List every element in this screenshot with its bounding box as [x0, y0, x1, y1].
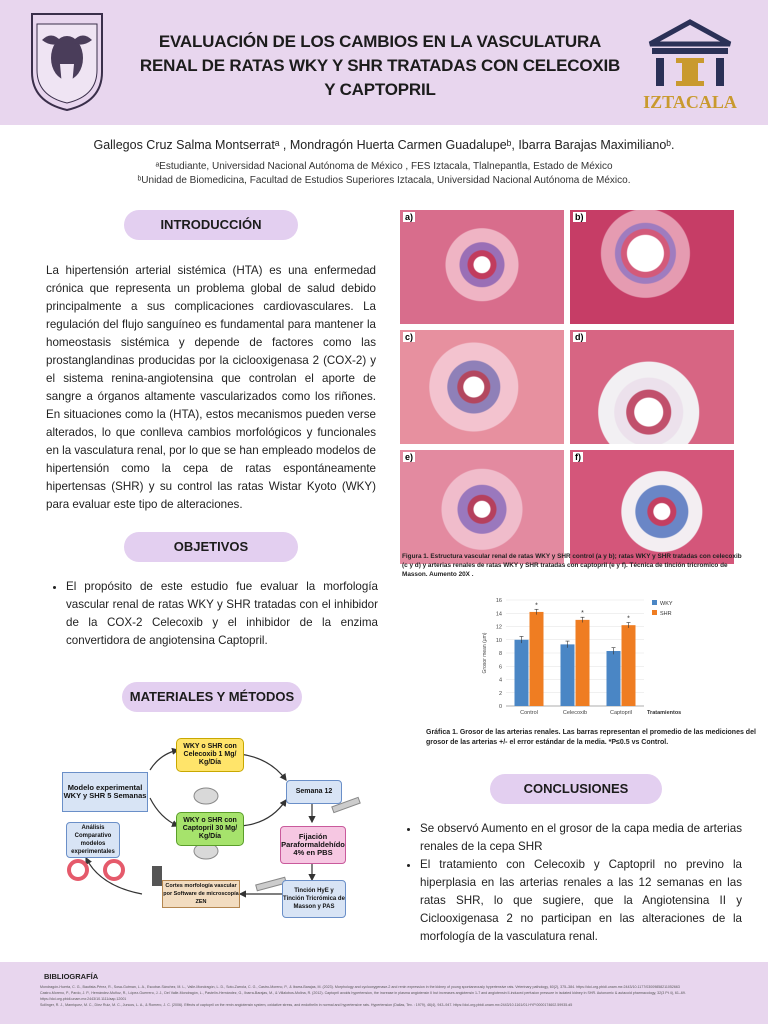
reference-item: Castro-Moreno, P., Pardo, J. P., Hernández-Muñoz, R., López-Guerrero, J. J., Del Valle-Mondragón, L., Pastelín-Hernández, G., Ibarra-Barajas, M., & Villalobos-Molina, R. (2012). Captopril avoids hypertension, the increase in plasma angiotensin II but increases angiotensin 1-7 and angiotensin II-induced perfusion pressure in isolated kidney in SHR. Autonomic & autacoid pharmacology, 32(3 Pt 4), 61–69. https://doi.org.pbidi.unam.mx:2443/10.1111/aap.12001 — [40, 991, 686, 1001]
figure1-caption: Figura 1. Estructura vascular renal de ratas WKY y SHR control (a y b); ratas WKY y SHR tratadas con celecoxib (c y d) y arterias renales de ratas WKY y SHR tratadas con captopril (e y f). Técnica de tinción tricromico de Masson. Aumento 20X . — [402, 553, 742, 578]
node-week12: Semana 12 — [286, 780, 342, 804]
affiliation-a: ᵃEstudiante, Universidad Nacional Autónoma de México , FES Iztacala, Tlalnepantla, Estado de México — [155, 161, 613, 172]
histology-panel-e — [400, 450, 564, 564]
node-fixation: Fijación Paraformaldehído 4% en PBS — [280, 826, 346, 864]
tissue-ring-icon — [105, 861, 123, 879]
panel-label-a: a) — [405, 212, 414, 222]
unam-seal-logo — [22, 10, 112, 114]
node-captopril: WKY o SHR con Captopril 30 Mg/ Kg/Día — [176, 812, 244, 846]
legend-swatch-wky — [652, 600, 657, 605]
bar-shr — [576, 620, 590, 706]
histology-panel-f — [570, 450, 734, 564]
bibliography-list — [40, 984, 740, 1008]
title-line-1: EVALUACIÓN DE LOS CAMBIOS EN LA VASCULATURA — [158, 32, 602, 51]
poster-title — [130, 30, 630, 102]
objectives-heading: OBJETIVOS — [124, 532, 298, 562]
histology-panel-c — [400, 330, 564, 444]
x-axis-label: Tratamientos — [647, 710, 682, 716]
legend-label-wky: WKY — [660, 601, 673, 607]
bar-wky — [561, 644, 575, 706]
y-tick-label: 16 — [495, 598, 502, 604]
legend-label-shr: SHR — [660, 611, 672, 617]
bar-wky — [515, 640, 529, 706]
y-tick-label: 12 — [495, 624, 502, 631]
node-celecoxib: WKY o SHR con Celecoxib 1 Mg/ Kg/Día — [176, 738, 244, 772]
bar-wky — [607, 651, 621, 706]
panel-label-c: c) — [405, 332, 414, 342]
bibliography-heading: BIBLIOGRAFÍA — [44, 972, 99, 981]
panel-label-d: d) — [575, 332, 584, 342]
conclusion-item: • Se observó Aumento en el grosor de la capa media de arterias renales de la cepa SHR — [420, 820, 742, 856]
affiliations — [0, 160, 768, 188]
panel-label-e: e) — [405, 452, 414, 462]
bar-shr — [530, 612, 544, 706]
rat-icon — [194, 788, 218, 804]
methods-heading: MATERIALES Y MÉTODOS — [122, 682, 302, 712]
microscope-icon — [152, 866, 162, 886]
significance-star: * — [627, 615, 630, 623]
conclusions-list — [406, 820, 742, 946]
histology-panel-b — [570, 210, 734, 324]
y-tick-label: 14 — [495, 611, 502, 618]
bar-shr — [622, 625, 636, 706]
affiliation-b: ᵇUnidad de Biomedicina, Facultad de Estudios Superiores Iztacala, Universidad Nacional Autónoma de México. — [137, 175, 631, 186]
y-axis-label: Grosor mean (µm) — [482, 632, 488, 674]
y-tick-label: 6 — [498, 664, 502, 671]
objective-item: • El propósito de este estudio fue evaluar la morfología vascular renal de ratas WKY y SHR tratadas con el inhibidor de la COX-2 Celecoxib y el inhibidor de la enzima convertidora de angiotensina Captopril. — [66, 578, 378, 650]
x-tick-label: Captopril — [609, 710, 633, 716]
reference-item: Sollinger, R. J., Manriquez, M. C., Díez Ruiz, M. C., Juncos, L. A., & Romero, J. C. (2006). Effects of captopril on the renin angiotensin system, oxidative stress, and endothelin in normal and hypertensive rats. Hypertension (Dallas, Tex. : 1979), 46(4), 943–947. https://doi-org.pbidi.unam.mx:2443/10.1161/01.HYP.0000174602.59935.d5 — [40, 1003, 573, 1007]
title-line-3: Y CAPTOPRIL — [324, 80, 436, 99]
panel-label-b: b) — [575, 212, 584, 222]
y-tick-label: 2 — [498, 690, 502, 697]
legend-swatch-shr — [652, 610, 657, 615]
conclusion-item: • El tratamiento con Celecoxib y Captopril no previno la hiperplasia en las arterias renales a las 12 semanas en las ratas SHR, lo que sugiere, que la Angiotensina II y Ciclooxigenasa 2 no participan en las alteraciones de la morfología de la vasculatura renal. — [420, 856, 742, 946]
panel-label-f: f) — [575, 452, 581, 462]
x-tick-label: Celecoxib — [562, 710, 588, 716]
thickness-bar-chart — [476, 592, 704, 724]
tissue-ring-icon — [69, 861, 87, 879]
reference-item: Mondragón-Huerta, C. G., Bautista-Pérez, R., Sosa-Gutman, L. A., Escobar-Sánchez, M. L., Valle-Mondragón, L. D., Soto-Zarrola, C. G., Castro-Moreno, P., & Ibarra-Barajas, M. (2023). Morphology and cyclooxygenase-2 and renin expression in the kidney of young spontaneously hypertensive rats. Veterinary pathology, 60(2), 375–384. https://doi-org.pbidi.unam.mx:2443/10.1177/03009858211052663 — [40, 985, 680, 989]
objectives-list — [52, 578, 378, 650]
node-model: Modelo experimental WKY y SHR 5 Semanas — [62, 772, 148, 812]
intro-heading: INTRODUCCIÓN — [124, 210, 298, 240]
significance-star: * — [581, 610, 584, 618]
chart-caption: Gráfica 1. Grosor de las arterias renales. Las barras representan el promedio de las mediciones del grosor de las arterias +/- el error estándar de la media. *P≤0.5 vs Control. — [426, 729, 756, 746]
x-tick-label: Control — [520, 710, 538, 716]
iztacala-logo-text: IZTACALA — [643, 92, 737, 112]
y-tick-label: 10 — [495, 637, 502, 644]
histology-panel-d — [570, 330, 734, 444]
iztacala-logo — [632, 14, 748, 114]
histology-panel-a — [400, 210, 564, 324]
methods-diagram — [60, 736, 390, 936]
intro-text: La hipertensión arterial sistémica (HTA) es una enfermedad crónica que representa un problema global de salud debido principalmente a sus complicaciones cardiovasculares. La regulación del flujo sanguíneo es fundamental para mantener la homeostasis sistémica y depende de factores como las prostanglandinas producidas por la ciclooxigenasa 2 (COX-2) y el sistema renina-angiotensina que controlan el aporte de sangre a órganos altamente vascularizados como los riñones. En situaciones como la (HTA), estos mecanismos pueden verse alterados, lo que conlleva cambios morfológicos y funcionales en la vasculatura renal, por lo que se han empleado modelos de hipertensión como la cepa de ratas espontáneamente hipertensas (SHR) y su control las ratas Wistar Kyoto (WKY) para evaluar este tipo de alteraciones. — [46, 264, 376, 511]
node-staining: Tinción HyE y Tinción Tricrómica de Masson y PAS — [282, 880, 346, 918]
significance-star: * — [535, 602, 538, 610]
y-tick-label: 8 — [498, 651, 502, 657]
node-analysis: Análisis Comparativo modelos experimentales — [66, 822, 120, 858]
title-line-2: RENAL DE RATAS WKY Y SHR TRATADAS CON CELECOXIB — [139, 56, 621, 75]
conclusions-heading: CONCLUSIONES — [490, 774, 662, 804]
y-tick-label: 0 — [498, 704, 502, 710]
node-cuts: Cortes morfología vascular por Software de microscopía ZEN — [162, 880, 240, 908]
authors: Gallegos Cruz Salma Montserratᵃ , Mondragón Huerta Carmen Guadalupeᵇ, Ibarra Barajas Maximilianoᵇ. — [93, 138, 675, 152]
y-tick-label: 4 — [498, 677, 502, 684]
